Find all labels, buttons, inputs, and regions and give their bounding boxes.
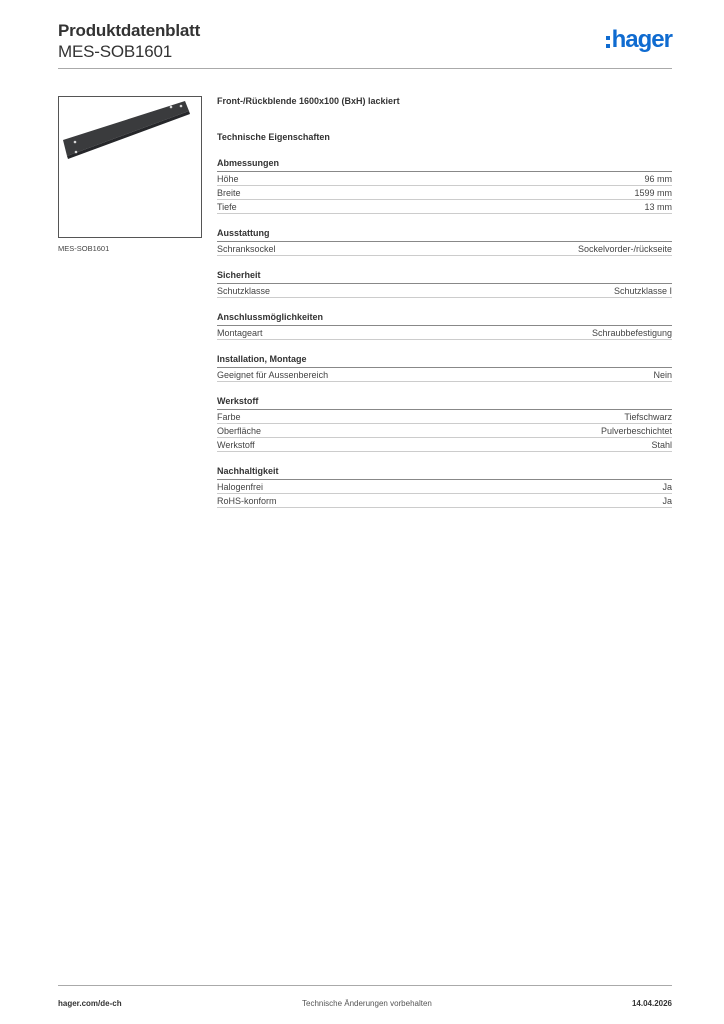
spec-row xyxy=(217,424,672,438)
spec-label: Tiefe xyxy=(217,202,237,212)
spec-group xyxy=(217,312,672,340)
footer-divider xyxy=(58,985,672,986)
spec-row xyxy=(217,200,672,214)
spec-value: 13 mm xyxy=(644,202,672,212)
spec-group-title: Werkstoff xyxy=(217,396,672,410)
spec-group xyxy=(217,466,672,508)
spec-row xyxy=(217,284,672,298)
spec-group-title: Ausstattung xyxy=(217,228,672,242)
document-title: Produktdatenblatt xyxy=(58,21,201,40)
spec-label: RoHS-konform xyxy=(217,496,277,506)
spec-label: Halogenfrei xyxy=(217,482,264,492)
spec-row xyxy=(217,480,672,494)
spec-group-title: Anschlussmöglichkeiten xyxy=(217,312,672,326)
spec-group xyxy=(217,270,672,298)
spec-group xyxy=(217,228,672,256)
spec-value: Ja xyxy=(662,482,672,492)
spec-label: Breite xyxy=(217,188,241,198)
spec-label: Geeignet für Aussenbereich xyxy=(217,370,329,380)
article-number: MES-SOB1601 xyxy=(58,42,173,61)
spec-value: Pulverbeschichtet xyxy=(600,426,672,436)
base-panel-icon xyxy=(59,97,201,237)
product-image xyxy=(58,96,202,238)
spec-group-title: Abmessungen xyxy=(217,158,672,172)
spec-group-title: Installation, Montage xyxy=(217,354,672,368)
spec-row xyxy=(217,326,672,340)
spec-group-title: Sicherheit xyxy=(217,270,672,284)
spec-row xyxy=(217,368,672,382)
spec-row xyxy=(217,242,672,256)
hager-logo xyxy=(606,27,672,53)
spec-value: Schutzklasse I xyxy=(613,286,672,296)
section-title: Technische Eigenschaften xyxy=(217,132,330,142)
spec-row xyxy=(217,172,672,186)
spec-label: Höhe xyxy=(217,174,239,184)
spec-value: Stahl xyxy=(651,440,672,450)
footer-note: Technische Änderungen vorbehalten xyxy=(302,999,432,1008)
header-divider xyxy=(58,68,672,69)
spec-label: Schutzklasse xyxy=(217,286,271,296)
spec-group-title: Nachhaltigkeit xyxy=(217,466,672,480)
spec-label: Montageart xyxy=(217,328,263,338)
spec-value: 1599 mm xyxy=(634,188,672,198)
spec-value: Tiefschwarz xyxy=(624,412,672,422)
image-caption: MES-SOB1601 xyxy=(58,244,110,253)
product-description: Front-/Rückblende 1600x100 (BxH) lackiert xyxy=(217,96,400,106)
spec-value: Sockelvorder-/rückseite xyxy=(577,244,672,254)
spec-group xyxy=(217,354,672,382)
spec-value: Schraubbefestigung xyxy=(591,328,672,338)
footer-website: hager.com/de-ch xyxy=(58,999,122,1008)
spec-value: 96 mm xyxy=(644,174,672,184)
spec-label: Oberfläche xyxy=(217,426,262,436)
spec-value: Ja xyxy=(662,496,672,506)
specs-content xyxy=(217,96,672,508)
logo-dots-icon xyxy=(606,36,610,48)
footer-date: 14.04.2026 xyxy=(631,999,672,1008)
spec-row xyxy=(217,438,672,452)
logo-text: hager xyxy=(611,26,672,53)
spec-label: Schranksockel xyxy=(217,244,276,254)
spec-groups xyxy=(217,158,672,508)
spec-row xyxy=(217,186,672,200)
spec-value: Nein xyxy=(653,370,672,380)
spec-label: Farbe xyxy=(217,412,241,422)
spec-group xyxy=(217,396,672,452)
spec-row xyxy=(217,410,672,424)
spec-label: Werkstoff xyxy=(217,440,255,450)
document-header xyxy=(58,20,200,62)
spec-group xyxy=(217,158,672,214)
spec-row xyxy=(217,494,672,508)
